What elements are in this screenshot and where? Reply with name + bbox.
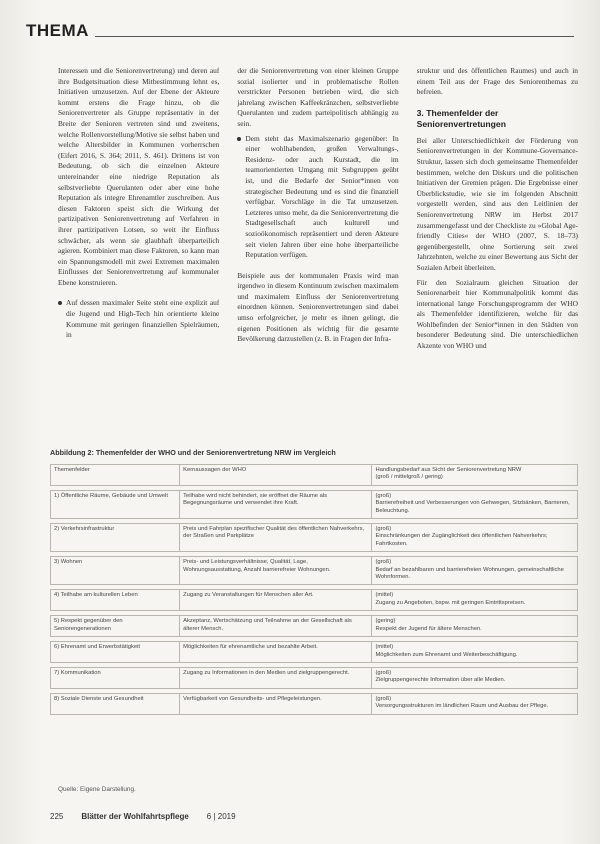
who-cell <box>180 667 372 688</box>
table-header-row <box>51 465 578 486</box>
table-row <box>51 616 578 637</box>
topic-text: 2) Verkehrsinfrastruktur <box>54 526 115 533</box>
who-cell <box>180 465 372 486</box>
paragraph: Bei aller Unterschiedlichkeit der Förderung von Seniorenvertretungen in der Kommune-Governance-Struktur, lassen sich doch gemeinsame Themenfelder bestimmen, welche den Diskurs und die politischen Initiativen der Gremien prägen. Die Ergebnisse einer Überblickstudie, wie sie im folgenden Abschnitt vorgestellt werden, sind aus den Leitlinien der Seniorenvertretung NRW im Herbst 2017 zusammengefasst und der Checkliste zu »Global Age-friendly Cities« der WHO (2007, S. 18–73) gegenübergestellt, ohne Sortierung seit zwei Jahrzehnten, welche zu einer Bewertung aus Sicht der Sozialen Arbeit überleiten. <box>416 135 578 272</box>
paragraph: struktur und des öffentlichen Raumes) und auch in einem Teil aus der Frage des Seniorenthemas zu befreien. <box>416 66 578 97</box>
nrw-text: Zielgruppengerechte Information über alle Medien. <box>375 677 506 684</box>
topic-text: 8) Soziale Dienste und Gesundheit <box>54 695 144 702</box>
nrw-text: (groß / mittelgroß / gering) <box>375 474 443 481</box>
page-number: 225 <box>50 812 64 821</box>
topic-text: 4) Teilhabe am kulturellen Leben <box>54 592 138 599</box>
nrw-cell <box>372 465 578 486</box>
nrw-text: Bedarf an bezahlbaren und barrierefreien Wohnungen, gemeinschaftliche Wohnformen. <box>375 566 564 581</box>
nrw-rating: (groß) <box>375 695 392 702</box>
nrw-rating: (mittel) <box>375 644 394 651</box>
nrw-cell <box>372 693 578 714</box>
nrw-text: Versorgungsstrukturen im ländlichen Raum und Ausbau der Pflege. <box>375 703 549 710</box>
section-title: THEMA <box>26 21 89 40</box>
column-left <box>58 66 219 440</box>
nrw-rating: (groß) <box>375 526 392 533</box>
topic-text: 6) Ehrenamt und Erwerbstätigkeit <box>54 644 141 651</box>
who-cell <box>180 524 372 552</box>
topic-cell <box>51 590 180 611</box>
who-text: Kernaussagen der WHO <box>183 467 247 473</box>
table-row <box>51 524 578 552</box>
header-rule <box>95 36 574 37</box>
nrw-text: Möglichkeiten zum Ehrenamt und Weiterbeschäftigung. <box>375 651 518 658</box>
who-cell <box>180 616 372 637</box>
topic-cell <box>51 465 180 486</box>
table-row <box>51 490 578 518</box>
nrw-cell <box>372 642 578 663</box>
topic-cell <box>51 524 180 552</box>
who-cell <box>180 642 372 663</box>
nrw-cell <box>372 667 578 688</box>
who-text: Preis- und Leistungsverhältnisse, Qualität, Lage, Wohnungsausstattung, Anzahl barrierefreier Wohnungen. <box>183 559 331 573</box>
who-text: Verfügbarkeit von Gesundheits- und Pflegeleistungen. <box>183 695 322 702</box>
nrw-text: Barrierefreiheit und Verbesserungen von Gehwegen, Sitzbänken, Barrieren, Beleuchtung. <box>375 500 570 514</box>
who-cell <box>180 590 372 611</box>
topic-text: 7) Kommunikation <box>54 669 101 676</box>
topic-cell <box>51 693 180 714</box>
bullet-paragraph: Auf dessen maximaler Seite steht eine explizit auf die Jugend und High-Tech hin orientierte kleine Kommune mit geringen finanziellen Spielräumen, in <box>58 298 219 340</box>
journal-name: Blätter der Wohlfahrtspflege <box>81 812 189 821</box>
paragraph: Interessen und die Seniorenvertretung) und deren auf ihre Budgetsituation diese Mitbestimmung lehnt es, Initiativen umzusetzen. Auf der Ebene der Akteure kommt erstens die Frage hinzu, ob die Seniorenvertreter als Gruppe repräsentativ in der Breite der Senioren vertreten sind und zweitens, welche Rollenvorstellung/Motive sie selbst haben und welche Altersbilder in Kommunen vorherrschen (Eifert 2016, S. 364; 2011, S. 461). Drittens ist von Bedeutung, ob sich die einzelnen Akteure untereinander eine niedrige Reputation als selbstverliebte Querulanten oder aber eine hohe Reputation als integre Ehrenamtler zuschreiben. Aus diesen Faktoren speist sich die Wirkung der partizipativen Seniorenvertretung auf Verfahren in ihrer partizipativen Lotsen, so weit ihr Einfluss schwächer, als wenn sie glaubhaft überparteilich agieren. Kombiniert man diese Faktoren, so kann man ein Spannungsmodell mit zwei Extremen maximalen Einflusses der Seniorenvertretung auf kommunaler Ebene konstruieren. <box>58 66 220 287</box>
body-columns <box>58 66 578 440</box>
topic-text: Themenfelder <box>54 467 90 473</box>
figure-caption: Abbildung 2: Themenfelder der WHO und der Seniorenvertretung NRW im Vergleich <box>50 448 336 457</box>
paragraph: Für den Sozialraum gleichen Situation der Seniorenarbeit hier Kommunalpolitik kommt das international lange Forschungsprogramm der WHO als Themenfelder identifizieren, welche für das Wohlbefinden der Senior*innen in den Städten von besonderer Bedeutung sind. Die unterschiedlichen Akzente von WHO und <box>416 277 578 351</box>
nrw-rating: (groß) <box>375 669 392 676</box>
paragraph: Beispiele aus der kommunalen Praxis wird man irgendwo in diesem Kontinuum zwischen maximalem und maximalem Einfluss der Seniorenvertretung einordnen können. Seniorenvertretungen sind dabei umso erfolgreicher, je mehr es ihnen gelingt, die eigenen Positionen als wichtig für die gesamte Bevölkerung darzustellen (z. B. in Fragen der Infra- <box>237 270 399 344</box>
who-text: Teilhabe wird nicht behindert, sie eröffnet die Räume als Begegnungsräume und verwendet ihre Kraft. <box>183 492 328 507</box>
column-middle <box>237 66 398 440</box>
bullet-paragraph: Dem steht das Maximalszenario gegenüber: In einer wohlhabenden, großen Verwaltungs-, Residenz- oder auch Kurstadt, die im teamorientierten Umgang mit Subgruppen geübt ist, und die Bedarfe der Senior*innen von strategischer Bedeutung und es sind die finanziell verfügbar. Vorschläge in die Tat umzusetzen. Letzteres umso mehr, da die Seniorenvertretung die Stadtgesellschaft auch kulturell und sozioökonomisch repräsentiert und deren Akteure seit vielen Jahren über eine hohe überparteiliche Reputation verfügen. <box>237 134 398 261</box>
topic-text: 5) Respekt gegenüber den Seniorengenerationen <box>54 618 123 632</box>
nrw-cell <box>372 490 578 518</box>
who-text: Zugang zu Veranstaltungen für Menschen aller Art. <box>183 592 314 599</box>
table-row <box>51 667 578 688</box>
who-text: Möglichkeiten für ehrenamtliche und bezahlte Arbeit. <box>183 644 318 651</box>
nrw-text: Respekt der Jugend für ältere Menschen. <box>375 625 482 632</box>
topic-text: 3) Wohnen <box>54 559 83 566</box>
nrw-rating: (gering) <box>375 618 396 625</box>
topic-text: 1) Öffentliche Räume, Gebäude und Umwelt <box>54 492 168 499</box>
figure <box>50 448 578 778</box>
paragraph: der die Seniorenvertretung von einer kleinen Gruppe sozial isolierter und in problematische Rollen verstrickter Personen betrieben wird, die sich jahrelang zwischen Kaffeekränzchen, selbstverliebte Querulanten und zudem parteipolitisch abhängig zu sein. <box>237 66 399 128</box>
nrw-rating: (groß) <box>375 559 392 566</box>
table-row <box>51 590 578 611</box>
nrw-rating: (groß) <box>375 492 392 499</box>
nrw-rating: (mittel) <box>375 592 394 599</box>
section-heading: 3. Themenfelder der Seniorenvertretungen <box>416 107 506 129</box>
who-text: Zugang zu Informationen in den Medien und zielgruppengerecht. <box>183 669 350 676</box>
who-cell <box>180 693 372 714</box>
page-footer <box>50 812 570 821</box>
who-text: Preis und Fahrplan spezifischer Qualität des öffentlichen Nahverkehrs, der Straßen und Parkplätze <box>183 526 365 540</box>
nrw-cell <box>372 524 578 552</box>
topic-cell <box>51 642 180 663</box>
nrw-text: Zugang zu Angeboten, bspw. mit geringen Eintrittspreisen. <box>375 599 526 606</box>
who-text: Akzeptanz, Wertschätzung und Teilnahme an der Gesellschaft als älterer Mensch. <box>183 618 352 632</box>
nrw-cell <box>372 557 578 585</box>
nrw-rating: Handlungsbedarf aus Sicht der Seniorenvertretung NRW <box>375 467 522 473</box>
table-row <box>51 693 578 714</box>
table-row <box>51 642 578 663</box>
column-right <box>417 66 578 440</box>
who-cell <box>180 490 372 518</box>
table-row <box>51 557 578 585</box>
topic-cell <box>51 667 180 688</box>
figure-source: Quelle: Eigene Darstellung. <box>58 786 136 793</box>
section-header <box>26 18 574 40</box>
topic-cell <box>51 616 180 637</box>
topic-cell <box>51 490 180 518</box>
topic-cell <box>51 557 180 585</box>
who-cell <box>180 557 372 585</box>
nrw-text: Einschränkungen der Zugänglichkeit des öffentlichen Nahverkehrs; Fahrtkosten. <box>375 533 548 547</box>
nrw-cell <box>372 616 578 637</box>
journal-issue: 6 | 2019 <box>206 812 236 821</box>
nrw-cell <box>372 590 578 611</box>
comparison-table <box>50 464 578 715</box>
